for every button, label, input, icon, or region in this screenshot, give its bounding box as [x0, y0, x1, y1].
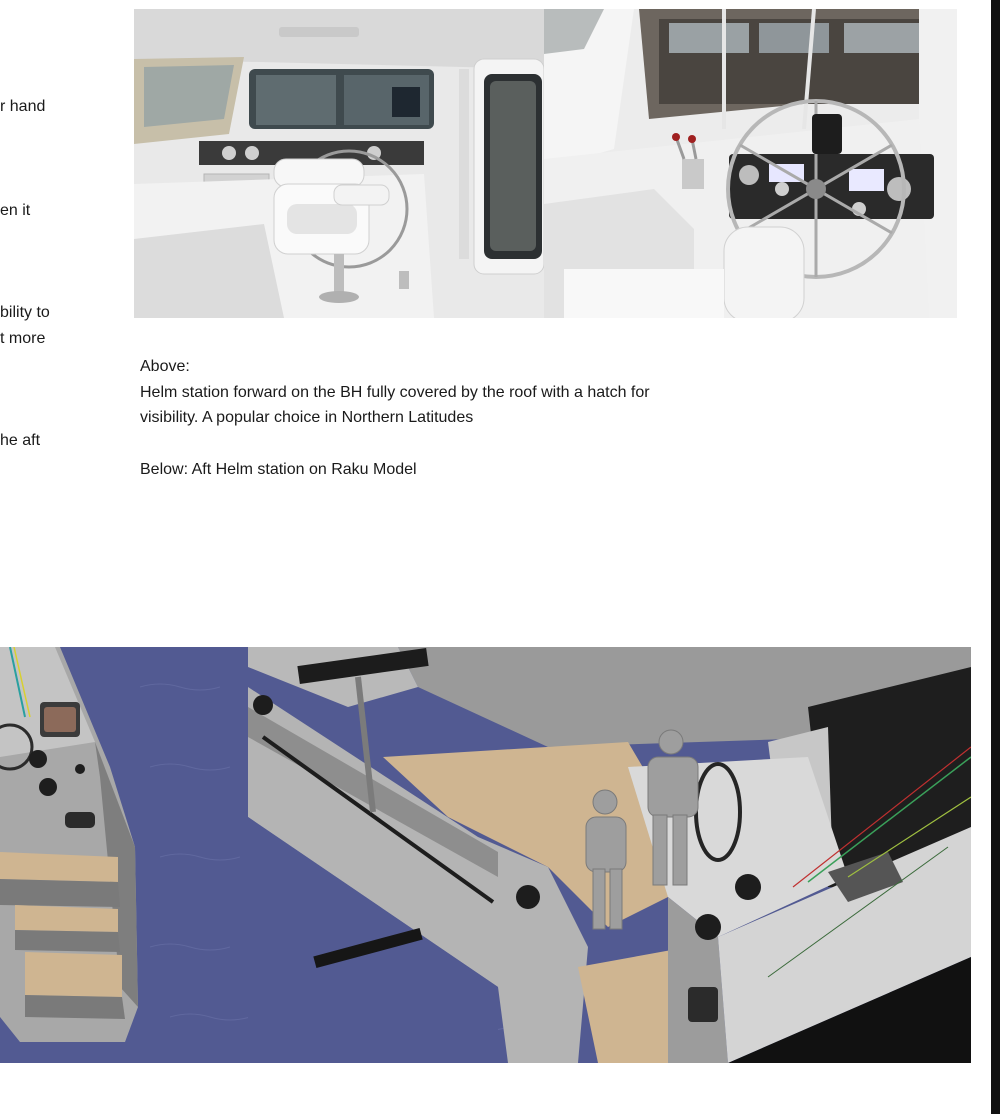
helm-station-wheel-photo	[544, 9, 957, 318]
caption-above-line-1: Helm station forward on the BH fully covered by the roof with a hatch for	[140, 384, 650, 401]
caption-above-label: Above:	[140, 358, 190, 375]
helm-station-interior-photo	[134, 9, 544, 318]
caption-below: Below: Aft Helm station on Raku Model	[140, 461, 417, 478]
raku-aft-helm-render	[248, 647, 971, 1063]
viewer-edge-bar	[991, 0, 1000, 1114]
left-text-fragment-3: bility to	[0, 304, 50, 321]
left-text-fragment-4: t more	[0, 330, 46, 347]
left-text-fragment-5: he aft	[0, 432, 41, 449]
raku-stern-steps-render	[0, 647, 248, 1063]
left-text-fragment-1: r hand	[0, 98, 46, 115]
left-text-fragment-2: en it	[0, 202, 31, 219]
caption-above-line-2: visibility. A popular choice in Northern Latitudes	[140, 409, 474, 426]
